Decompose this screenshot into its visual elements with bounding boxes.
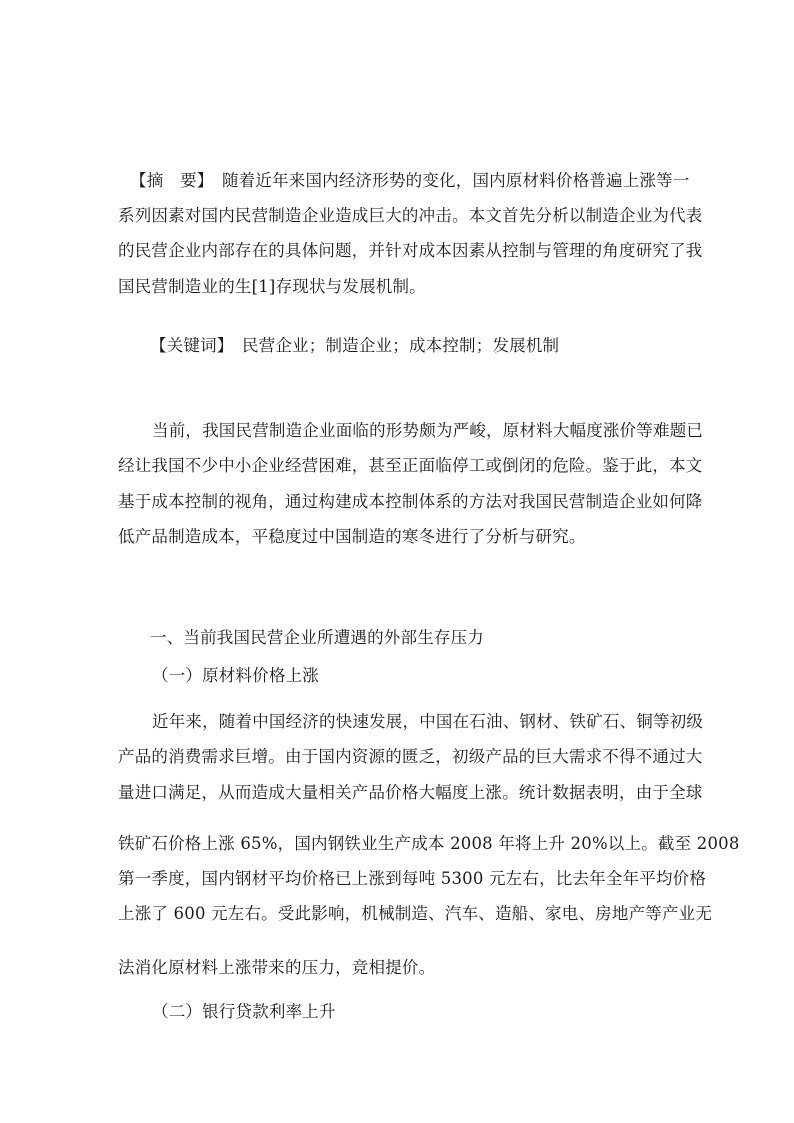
sub1-line-2: 产品的消费需求巨增。由于国内资源的匮乏，初级产品的巨大需求不得不通过大 [118, 747, 703, 766]
sub1-line-4: 铁矿石价格上涨 65%，国内钢铁业生产成本 2008 年将上升 20%以上。截至 2008 [118, 834, 740, 853]
intro-line-4: 低产品制造成本，平稳度过中国制造的寒冬进行了分析与研究。 [118, 527, 586, 546]
keywords-line: 【关键词】 民营企业；制造企业；成本控制；发展机制 [150, 336, 560, 355]
abstract-line-3: 的民营企业内部存在的具体问题，并针对成本因素从控制与管理的角度研究了我 [118, 241, 703, 260]
sub1-line-5: 第一季度，国内钢材平均价格已上涨到每吨 5300 元左右，比去年全年平均价格 [118, 869, 707, 888]
intro-line-1: 当前，我国民营制造企业面临的形势颇为严峻，原材料大幅度涨价等难题已 [152, 421, 704, 440]
abstract-line-2: 系列因素对国内民营制造企业造成巨大的冲击。本文首先分析以制造企业为代表 [118, 206, 703, 225]
sub1-line-6: 上涨了 600 元左右。受此影响，机械制造、汽车、造船、家电、房地产等产业无 [118, 904, 713, 923]
abstract-line-4: 国民营制造业的生[1]存现状与发展机制。 [118, 277, 426, 296]
abstract-line-1: 【摘 要】 随着近年来国内经济形势的变化，国内原材料价格普遍上涨等一 [130, 171, 690, 190]
sub1-line-1: 近年来，随着中国经济的快速发展，中国在石油、钢材、铁矿石、铜等初级 [152, 712, 704, 731]
subsection-1-heading: （一）原材料价格上涨 [152, 666, 319, 685]
intro-line-2: 经让我国不少中小企业经营困难，甚至正面临停工或倒闭的危险。鉴于此，本文 [118, 456, 703, 475]
section-1-heading: 一、当前我国民营企业所遭遇的外部生存压力 [150, 628, 484, 647]
intro-line-3: 基于成本控制的视角，通过构建成本控制体系的方法对我国民营制造企业如何降 [118, 492, 703, 511]
sub1-line-7: 法消化原材料上涨带来的压力，竞相提价。 [118, 958, 436, 977]
subsection-2-heading: （二）银行贷款利率上升 [152, 1002, 336, 1021]
sub1-line-3: 量进口满足，从而造成大量相关产品价格大幅度上涨。统计数据表明，由于全球 [118, 783, 703, 802]
